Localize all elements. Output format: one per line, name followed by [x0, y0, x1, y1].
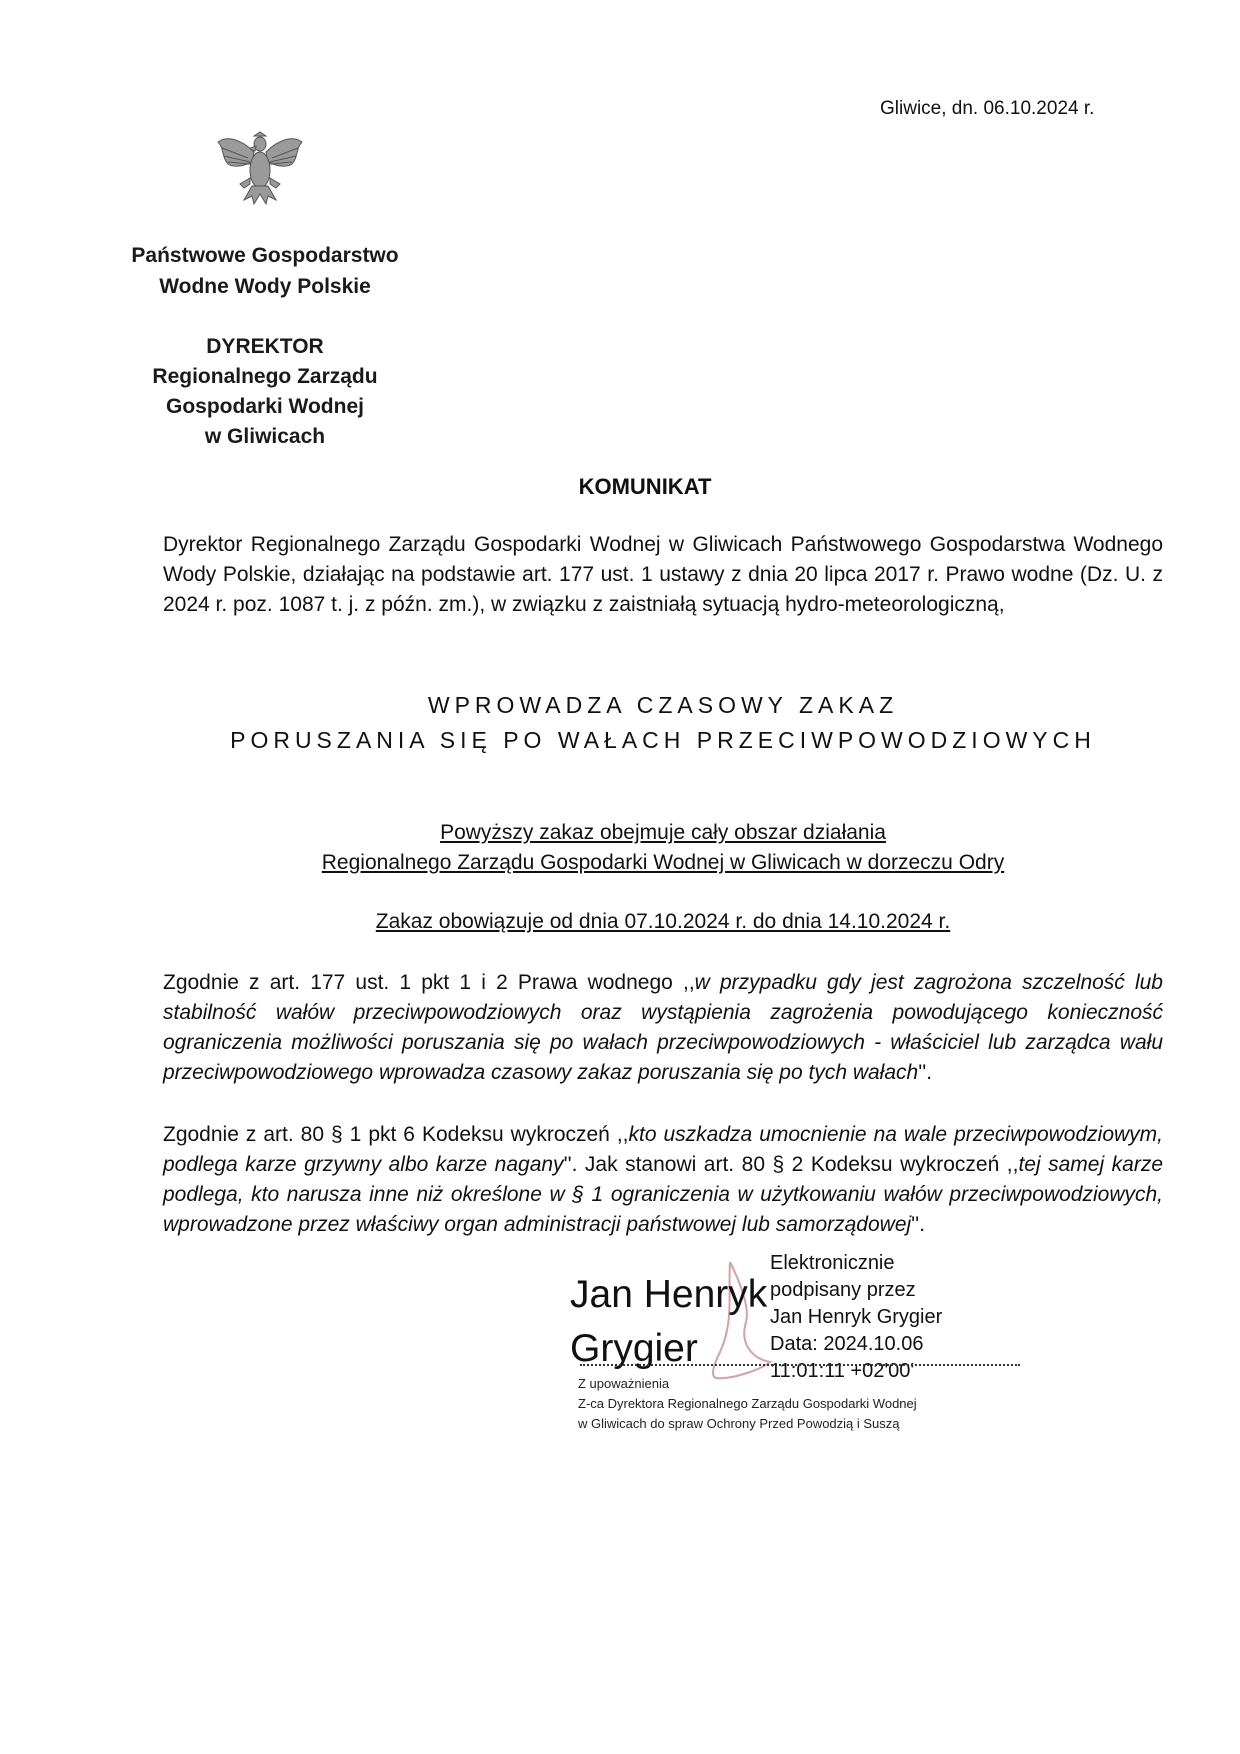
director-block [100, 332, 430, 452]
signature-detail-line: Elektronicznie [770, 1252, 895, 1274]
director-line: DYREKTOR [206, 335, 324, 358]
document-date: Gliwice, dn. 06.10.2024 r. [880, 98, 1095, 119]
org-line: Wodne Wody Polskie [159, 275, 371, 298]
ban-line: WPROWADZA CZASOWY ZAKAZ [427, 692, 899, 718]
organization-name [100, 240, 430, 302]
signature-detail-line: Data: 2024.10.06 [770, 1333, 924, 1355]
signature-name [570, 1268, 780, 1376]
signature-detail-line: podpisany przez [770, 1279, 916, 1301]
validity-period: Zakaz obowiązuje od dnia 07.10.2024 r. do dnia 14.10.2024 r. [375, 910, 951, 933]
law-mid: ''. Jak stanowi art. 80 § 2 Kodeksu wykroczeń ,, [563, 1153, 1019, 1176]
law-tail: ''. [918, 1061, 933, 1084]
scope-line: Powyższy zakaz obejmuje cały obszar działania [440, 821, 886, 844]
ban-line: PORUSZANIA SIĘ PO WAŁACH PRZECIWPOWODZIOWYCH [230, 727, 1096, 753]
signature-dotted-line [580, 1364, 1020, 1366]
director-line: Regionalnego Zarządu [152, 365, 378, 388]
org-line: Państwowe Gospodarstwo [131, 244, 399, 267]
offences-code-paragraph [163, 1120, 1163, 1240]
scope-statement [163, 818, 1163, 878]
law-lead: Zgodnie z art. 177 ust. 1 pkt 1 i 2 Prawa wodnego ,, [163, 971, 695, 994]
law-quote: tej samej karze podlega, kto narusza inne niż określone w § 1 ograniczenia w użytkowaniu wałów przeciwpowodziowych, wprowadzone przez właściwy organ administracji państwowej lub samorządowej [163, 1153, 1163, 1236]
director-line: Gospodarki Wodnej [166, 395, 364, 418]
intro-paragraph: Dyrektor Regionalnego Zarządu Gospodarki Wodnej w Gliwicach Państwowego Gospodarstwa Wodnego Wody Polskie, działając na podstawie art. 177 ust. 1 ustawy z dnia 20 lipca 2017 r. Prawo wodne (Dz. U. z 2024 r. poz. 1087 t. j. z późn. zm.), w związku z zaistniałą sytuacją hydro-meteorologiczną, [163, 533, 1163, 616]
law-tail: ''. [911, 1213, 926, 1236]
signature-name-line: Grygier [570, 1327, 698, 1370]
scope-line: Regionalnego Zarządu Gospodarki Wodnej w Gliwicach w dorzeczu Odry [321, 851, 1005, 874]
law-quote: w przypadku gdy jest zagrożona szczelność lub stabilność wałów przeciwpowodziowych oraz wystąpienia zagrożenia powodującego konieczność ograniczenia możliwości poruszania się po wałach przeciwpowodziowych - właściciel lub zarządca wału przeciwpowodziowego wprowadza czasowy zakaz poruszania się po tych wałach [163, 971, 1163, 1084]
water-law-paragraph [163, 968, 1163, 1088]
authorization-line: Z upoważnienia [578, 1376, 670, 1391]
document-title: KOMUNIKAT [578, 474, 712, 499]
authorization-note [578, 1374, 1048, 1434]
signature-detail-line: 11:01:11 +02'00' [770, 1360, 915, 1382]
signature-name-line: Jan Henryk [570, 1273, 768, 1316]
polish-eagle-icon [210, 118, 310, 218]
ban-heading [163, 688, 1163, 758]
law-lead: Zgodnie z art. 80 § 1 pkt 6 Kodeksu wykroczeń ,, [163, 1123, 629, 1146]
authorization-line: Z-ca Dyrektora Regionalnego Zarządu Gospodarki Wodnej [578, 1396, 917, 1411]
law-quote: kto uszkadza umocnienie na wale przeciwpowodziowym, podlega karze grzywny albo karze nagany [163, 1123, 1163, 1176]
signature-detail-line: Jan Henryk Grygier [770, 1306, 943, 1328]
authorization-line: w Gliwicach do spraw Ochrony Przed Powodzią i Suszą [578, 1416, 900, 1431]
director-line: w Gliwicach [204, 425, 326, 448]
